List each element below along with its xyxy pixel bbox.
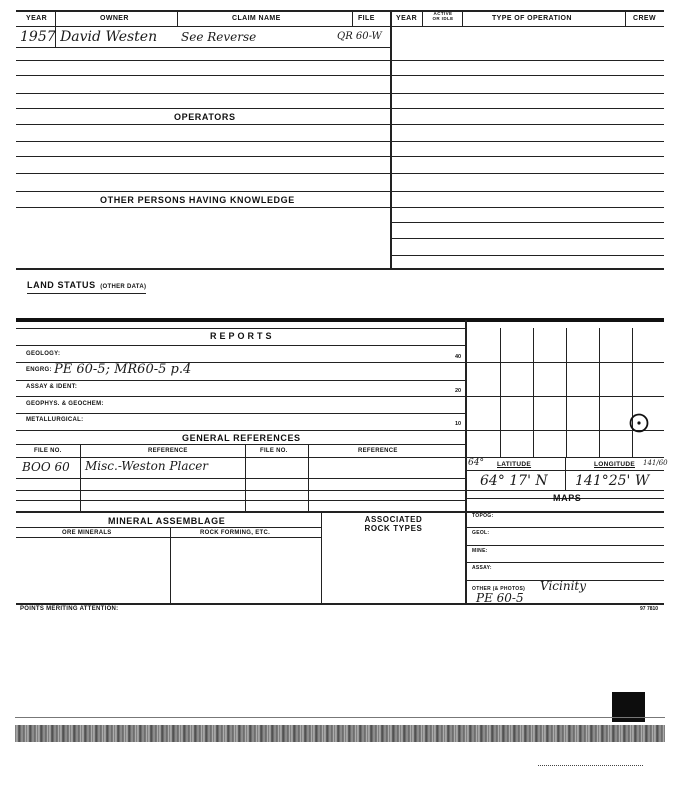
ref-reference-entry: Misc.-Weston Placer — [85, 459, 209, 473]
engrg-label: ENGRG: — [26, 367, 52, 373]
file-entry: QR 60-W — [337, 31, 382, 42]
noise-line-2 — [538, 765, 643, 767]
ref-file-no-header: FILE NO. — [34, 448, 62, 454]
ref-file-no-header-2: FILE NO. — [260, 448, 288, 454]
latitude-value: 64° 17' N — [480, 473, 548, 489]
land-status-heading: LAND STATUS (OTHER DATA) — [27, 275, 146, 294]
maps-other-value: Vicinity — [540, 579, 587, 593]
points-meriting-attention: POINTS MERITING ATTENTION: — [20, 606, 119, 612]
reports-heading: REPORTS — [210, 331, 275, 341]
longitude-value: 141°25' W — [575, 473, 650, 489]
maps-mine: MINE: — [472, 548, 488, 554]
maps-topog: TOPOG: — [472, 513, 494, 519]
claim-entry: See Reverse — [181, 30, 257, 44]
num-40: 40 — [455, 354, 462, 360]
maps-assay: ASSAY: — [472, 565, 492, 571]
general-references-heading: GENERAL REFERENCES — [182, 433, 301, 443]
location-marker-icon — [628, 412, 650, 434]
geology-label: GEOLOGY: — [26, 351, 61, 357]
maps-other-value-2: PE 60-5 — [476, 591, 524, 605]
col-year: YEAR — [26, 15, 48, 22]
lat-prefix: 64° — [468, 458, 484, 468]
ref-reference-header: REFERENCE — [148, 448, 188, 454]
maps-heading: MAPS — [553, 493, 582, 503]
owner-entry: 1957 David Westen — [20, 29, 158, 45]
num-20: 20 — [455, 388, 462, 394]
noise-line — [15, 717, 665, 718]
lon-suffix: 141/60 — [643, 459, 668, 467]
col-claim-name: CLAIM NAME — [232, 15, 281, 22]
maps-other: OTHER (& PHOTOS) — [472, 586, 526, 592]
ref-file-entry: BOO 60 — [22, 460, 70, 474]
ore-minerals-header: ORE MINERALS — [62, 530, 112, 536]
other-persons-heading: OTHER PERSONS HAVING KNOWLEDGE — [100, 195, 295, 205]
latitude-label: LATITUDE — [497, 461, 532, 468]
longitude-label: LONGITUDE — [594, 461, 635, 468]
ref-reference-header-2: REFERENCE — [358, 448, 398, 454]
assay-label: ASSAY & IDENT: — [26, 384, 78, 390]
associated-rock-types: ASSOCIATED ROCK TYPES — [364, 515, 423, 533]
col-type-of-operation: TYPE OF OPERATION — [492, 15, 572, 22]
col-year-2: YEAR — [396, 15, 418, 22]
rock-forming-header: ROCK FORMING, ETC. — [200, 530, 271, 536]
metallurgical-label: METALLURGICAL: — [26, 417, 84, 423]
form-number: 97 7810 — [640, 606, 659, 612]
operators-heading: OPERATORS — [174, 112, 236, 122]
geophys-label: GEOPHYS. & GEOCHEM: — [26, 401, 104, 407]
noise-bar — [15, 725, 665, 742]
num-10: 10 — [455, 421, 462, 427]
col-owner: OWNER — [100, 15, 129, 22]
col-file: FILE — [358, 15, 375, 22]
col-crew: CREW — [633, 15, 656, 22]
maps-geol: GEOL: — [472, 530, 490, 536]
engrg-value: PE 60-5; MR60-5 p.4 — [54, 362, 192, 377]
col-active-idle: ACTIVE OR IDLE — [432, 11, 454, 21]
mineral-assemblage-heading: MINERAL ASSEMBLAGE — [108, 516, 226, 526]
